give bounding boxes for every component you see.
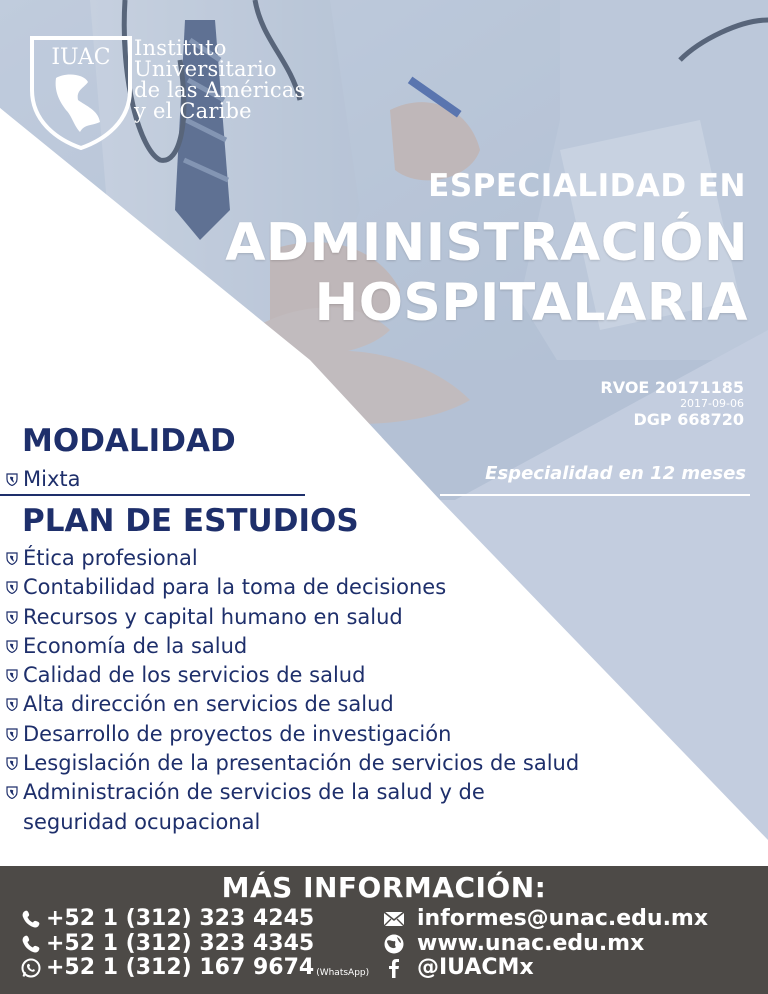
facebook-icon (383, 957, 405, 979)
institution-line-1: Instituto (134, 36, 227, 60)
duration-text: Especialidad en 12 meses (485, 463, 746, 484)
institution-line-2: Universitario (134, 57, 277, 81)
course-label: Lesgislación de la presentación de servicios de salud (23, 751, 580, 776)
phone-1-contact[interactable] (20, 906, 314, 931)
phone-icon (20, 933, 42, 955)
facebook-handle: @IUACMx (417, 955, 534, 980)
whatsapp-note: (WhatsApp) (316, 967, 370, 978)
course-item (6, 690, 666, 719)
rvoe-block (600, 378, 744, 429)
phone-1-number: +52 1 (312) 323 4245 (46, 906, 315, 931)
duration-divider (440, 494, 750, 496)
phone-icon (20, 908, 42, 930)
course-label: Ética profesional (23, 546, 198, 570)
phone-3-contact[interactable] (20, 955, 369, 980)
institution-line-3: de las Américas (134, 78, 306, 102)
course-item (6, 544, 666, 573)
title-line-1: ADMINISTRACIÓN (225, 213, 748, 273)
shield-bullet-icon (6, 669, 18, 682)
email-contact[interactable] (383, 906, 708, 931)
course-item (6, 749, 666, 778)
course-label: Recursos y capital humano en salud (23, 604, 403, 629)
institution-line-4: y el Caribe (134, 99, 252, 123)
globe-icon (383, 933, 405, 955)
course-label: Administración de servicios de la salud y de seguridad ocupacional (23, 780, 485, 834)
logo-mark: IUAC (51, 45, 111, 70)
shield-bullet-icon (6, 473, 18, 486)
title-specialty-prefix: ESPECIALIDAD EN (428, 168, 746, 204)
modalidad-divider (0, 494, 305, 496)
course-item (6, 720, 666, 749)
modalidad-value-item (6, 467, 80, 491)
course-item (6, 661, 666, 690)
shield-bullet-icon (6, 786, 18, 799)
title-line-2: HOSPITALARIA (314, 273, 748, 333)
course-label: Calidad de los servicios de salud (23, 663, 366, 688)
website-contact[interactable] (383, 931, 644, 956)
email-address: informes@unac.edu.mx (417, 906, 709, 931)
facebook-contact[interactable] (383, 955, 534, 980)
shield-bullet-icon (6, 757, 18, 770)
shield-bullet-icon (6, 728, 18, 741)
shield-bullet-icon (6, 640, 18, 653)
shield-logo-icon (26, 30, 136, 150)
course-item (6, 632, 666, 661)
dgp-number: DGP 668720 (633, 410, 744, 429)
course-item (6, 603, 666, 632)
website-url: www.unac.edu.mx (417, 931, 645, 956)
shield-bullet-icon (6, 698, 18, 711)
footer-title: MÁS INFORMACIÓN: (221, 871, 547, 904)
phone-3-number: +52 1 (312) 167 9674 (46, 955, 315, 980)
modalidad-value: Mixta (23, 467, 81, 491)
course-list (6, 544, 666, 837)
shield-bullet-icon (6, 552, 18, 565)
phone-2-contact[interactable] (20, 931, 314, 956)
course-item (6, 573, 666, 602)
course-label: Contabilidad para la toma de decisiones (23, 575, 447, 600)
modalidad-heading: MODALIDAD (22, 423, 236, 459)
course-item (6, 778, 666, 837)
rvoe-number: RVOE 20171185 (600, 378, 744, 397)
envelope-icon (383, 908, 405, 930)
whatsapp-icon (20, 957, 42, 979)
rvoe-date: 2017-09-06 (680, 397, 744, 410)
institution-name (134, 38, 306, 122)
shield-bullet-icon (6, 581, 18, 594)
plan-heading: PLAN DE ESTUDIOS (22, 503, 359, 539)
course-label: Economía de la salud (23, 633, 248, 658)
course-label: Desarrollo de proyectos de investigación (23, 721, 452, 746)
shield-bullet-icon (6, 611, 18, 624)
course-label: Alta dirección en servicios de salud (23, 692, 394, 717)
phone-2-number: +52 1 (312) 323 4345 (46, 931, 315, 956)
